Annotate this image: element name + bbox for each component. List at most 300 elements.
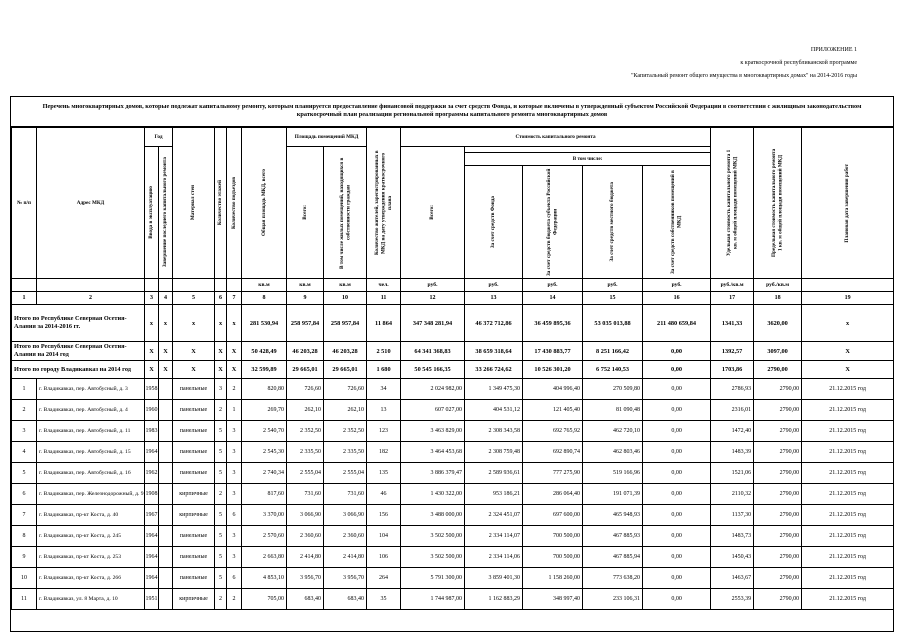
row-unit-cost: 1472,40 — [711, 421, 754, 442]
row-year: 1964 — [145, 568, 159, 589]
column-number-cell: 17 — [711, 292, 754, 305]
row-limit-cost: 2790,00 — [754, 484, 802, 505]
row-floors: 2 — [215, 484, 227, 505]
total-cell: x — [173, 305, 215, 342]
column-number-cell: 10 — [324, 292, 367, 305]
total-value: 1703,86 — [711, 361, 754, 379]
row-wall: панельные — [173, 442, 215, 463]
row-cost: 3 502 500,00 — [401, 526, 465, 547]
unit-cell: кв.м — [324, 279, 367, 292]
unit-cell — [12, 279, 37, 292]
unit-cell — [173, 279, 215, 292]
total-value: 0,00 — [643, 361, 711, 379]
row-limit-cost: 2790,00 — [754, 547, 802, 568]
total-value: 29 665,01 — [287, 361, 324, 379]
row-area-private: 2 352,50 — [324, 421, 367, 442]
row-total-area: 269,70 — [242, 400, 287, 421]
column-number-cell: 14 — [523, 292, 583, 305]
row-year: 1983 — [145, 421, 159, 442]
row-total-area: 4 853,10 — [242, 568, 287, 589]
row-residents: 35 — [367, 589, 401, 610]
row-fund: 953 186,21 — [465, 484, 523, 505]
row-total-area: 2 740,34 — [242, 463, 287, 484]
column-number-cell: 18 — [754, 292, 802, 305]
row-owners: 0,00 — [643, 568, 711, 589]
row-repair-year — [159, 484, 173, 505]
row-subject: 700 500,00 — [523, 526, 583, 547]
document-sheet — [10, 96, 894, 632]
row-residents: 34 — [367, 379, 401, 400]
total-value: 258 957,84 — [324, 305, 367, 342]
total-cell: X — [145, 361, 159, 379]
total-value: 53 035 013,88 — [583, 305, 643, 342]
row-total-area: 817,60 — [242, 484, 287, 505]
row-limit-cost: 2790,00 — [754, 463, 802, 484]
table-row — [12, 442, 894, 463]
row-fund: 404 531,12 — [465, 400, 523, 421]
col-area-private-header: В том числе жилых помещений, находящихся в собственности граждан — [324, 147, 367, 279]
appendix-subtitle: к краткосрочной республиканской программе — [740, 60, 857, 66]
row-floors: 5 — [215, 442, 227, 463]
row-subject: 692 890,74 — [523, 442, 583, 463]
row-address: г. Владикавказ, пр-кт Коста, д. 40 — [37, 505, 145, 526]
table-row — [12, 421, 894, 442]
row-entrances: 3 — [227, 547, 242, 568]
row-owners: 0,00 — [643, 526, 711, 547]
row-cost: 3 886 379,47 — [401, 463, 465, 484]
total-value: 2 510 — [367, 342, 401, 361]
row-subject: 1 158 260,00 — [523, 568, 583, 589]
row-local: 519 166,96 — [583, 463, 643, 484]
total-row — [12, 305, 894, 342]
table-row — [12, 589, 894, 610]
total-value: 64 341 368,83 — [401, 342, 465, 361]
row-wall: панельные — [173, 421, 215, 442]
appendix-title: ПРИЛОЖЕНИЕ 1 — [810, 47, 857, 53]
total-cell: X — [145, 342, 159, 361]
document-title: Перечень многоквартирных домов, которые подлежат капитальному ремонту, которым планируется предоставление финансовой поддержки за счет средств Фонда, и которые включены в утвержденный субъектом Российской Федерации в соответствии с жилищным законодательством краткосрочный план реализации региональной программы капитального ремонта многоквартирных домов — [11, 97, 893, 127]
total-value: 258 957,84 — [287, 305, 324, 342]
row-subject: 692 765,92 — [523, 421, 583, 442]
column-number-cell: 8 — [242, 292, 287, 305]
column-number-cell: 16 — [643, 292, 711, 305]
row-area: 3 956,70 — [287, 568, 324, 589]
row-number: 1 — [12, 379, 37, 400]
total-value: 38 659 318,64 — [465, 342, 523, 361]
row-entrances: 6 — [227, 568, 242, 589]
column-number-cell: 13 — [465, 292, 523, 305]
col-fund-header: За счет средств Фонда — [465, 166, 523, 279]
row-subject: 697 600,00 — [523, 505, 583, 526]
row-total-area: 2 545,30 — [242, 442, 287, 463]
column-number-cell: 12 — [401, 292, 465, 305]
row-address: г. Владикавказ, пер. Автобусный, д. 3 — [37, 379, 145, 400]
row-local: 270 509,80 — [583, 379, 643, 400]
row-limit-cost: 2790,00 — [754, 505, 802, 526]
row-fund: 2 324 451,07 — [465, 505, 523, 526]
row-wall: панельные — [173, 526, 215, 547]
row-residents: 13 — [367, 400, 401, 421]
total-cell: x — [215, 305, 227, 342]
col-year-commission-header: Ввода в эксплуатацию — [145, 147, 159, 279]
row-plan-date: 21.12.2015 год — [802, 379, 894, 400]
col-owners-header: За счет средств собственников помещений в МКД — [643, 166, 711, 279]
units-row — [12, 279, 894, 292]
row-plan-date: 21.12.2015 год — [802, 463, 894, 484]
row-entrances: 3 — [227, 526, 242, 547]
row-floors: 5 — [215, 526, 227, 547]
total-cell: X — [159, 361, 173, 379]
row-area: 2 352,50 — [287, 421, 324, 442]
unit-cell — [37, 279, 145, 292]
row-local: 462 720,10 — [583, 421, 643, 442]
row-area: 3 066,90 — [287, 505, 324, 526]
unit-cell — [802, 279, 894, 292]
row-plan-date: 21.12.2015 год — [802, 547, 894, 568]
row-year: 1964 — [145, 526, 159, 547]
unit-cell: кв.м — [242, 279, 287, 292]
row-area: 731,60 — [287, 484, 324, 505]
col-entrances-header: Количество подъездов — [227, 128, 242, 279]
row-wall: кирпичные — [173, 505, 215, 526]
col-area-group-header: Площадь помещений МКД — [287, 128, 367, 147]
row-address: г. Владикавказ, пер. Автобусный, д. 16 — [37, 463, 145, 484]
row-address: г. Владикавказ, пер. Автобусный, д. 15 — [37, 442, 145, 463]
row-area-private: 2 335,50 — [324, 442, 367, 463]
row-plan-date: 21.12.2015 год — [802, 589, 894, 610]
row-wall: панельные — [173, 400, 215, 421]
row-area-private: 726,60 — [324, 379, 367, 400]
row-plan-date: 21.12.2015 год — [802, 442, 894, 463]
appendix-program: "Капитальный ремонт общего имущества в многоквартирных домах" на 2014-2016 годы — [631, 73, 857, 79]
row-cost: 3 464 453,68 — [401, 442, 465, 463]
row-plan-date: 21.12.2015 год — [802, 421, 894, 442]
total-value: 10 526 301,20 — [523, 361, 583, 379]
total-value: 281 530,94 — [242, 305, 287, 342]
row-limit-cost: 2790,00 — [754, 400, 802, 421]
total-value: 3620,00 — [754, 305, 802, 342]
table-row — [12, 526, 894, 547]
row-area: 262,10 — [287, 400, 324, 421]
row-year: 1964 — [145, 442, 159, 463]
row-owners: 0,00 — [643, 589, 711, 610]
row-number: 3 — [12, 421, 37, 442]
row-number: 5 — [12, 463, 37, 484]
unit-cell — [227, 279, 242, 292]
total-value: 29 665,01 — [324, 361, 367, 379]
row-local: 467 885,93 — [583, 526, 643, 547]
column-number-cell: 4 — [159, 292, 173, 305]
column-number-cell: 19 — [802, 292, 894, 305]
total-value: 6 752 140,53 — [583, 361, 643, 379]
row-year: 1962 — [145, 463, 159, 484]
row-residents: 156 — [367, 505, 401, 526]
column-number-cell: 2 — [37, 292, 145, 305]
row-area-private: 3 956,70 — [324, 568, 367, 589]
row-entrances: 3 — [227, 421, 242, 442]
total-label: Итого по Республике Северная Осетия-Алания за 2014-2016 гг. — [12, 305, 145, 342]
col-subject-header: За счет средств бюджета субъекта Российской Федерации — [523, 166, 583, 279]
col-unit-cost-header: Удельная стоимость капитального ремонта 1 кв. м общей площади помещений МКД — [711, 128, 754, 279]
table-row — [12, 547, 894, 568]
row-residents: 104 — [367, 526, 401, 547]
row-entrances: 2 — [227, 589, 242, 610]
row-fund: 1 162 883,29 — [465, 589, 523, 610]
total-value: 36 459 895,36 — [523, 305, 583, 342]
row-floors: 5 — [215, 421, 227, 442]
total-row — [12, 342, 894, 361]
row-owners: 0,00 — [643, 547, 711, 568]
row-repair-year — [159, 547, 173, 568]
row-unit-cost: 1450,43 — [711, 547, 754, 568]
row-owners: 0,00 — [643, 421, 711, 442]
row-total-area: 3 370,00 — [242, 505, 287, 526]
total-cell: x — [227, 305, 242, 342]
row-subject: 700 500,00 — [523, 547, 583, 568]
row-owners: 0,00 — [643, 379, 711, 400]
row-address: г. Владикавказ, пер. Железнодорожный, д. 9 — [37, 484, 145, 505]
row-fund: 2 334 114,06 — [465, 547, 523, 568]
row-repair-year — [159, 379, 173, 400]
row-owners: 0,00 — [643, 505, 711, 526]
row-cost: 607 027,00 — [401, 400, 465, 421]
table-row — [12, 463, 894, 484]
row-number: 7 — [12, 505, 37, 526]
row-area-private: 2 414,80 — [324, 547, 367, 568]
column-number-cell: 3 — [145, 292, 159, 305]
row-entrances: 3 — [227, 484, 242, 505]
table-row — [12, 568, 894, 589]
row-address: г. Владикавказ, ул. 8 Марта, д. 10 — [37, 589, 145, 610]
unit-cell: кв.м — [287, 279, 324, 292]
unit-cell: руб./кв.м — [754, 279, 802, 292]
row-fund: 1 349 475,30 — [465, 379, 523, 400]
row-address: г. Владикавказ, пер. Автобусный, д. 4 — [37, 400, 145, 421]
total-value: 347 348 281,94 — [401, 305, 465, 342]
column-number-cell: 9 — [287, 292, 324, 305]
row-limit-cost: 2790,00 — [754, 421, 802, 442]
row-year: 1960 — [145, 400, 159, 421]
total-cell: X — [159, 342, 173, 361]
row-total-area: 2 663,80 — [242, 547, 287, 568]
row-area: 683,40 — [287, 589, 324, 610]
row-limit-cost: 2790,00 — [754, 589, 802, 610]
row-area-private: 731,60 — [324, 484, 367, 505]
row-wall: кирпичные — [173, 484, 215, 505]
row-number: 4 — [12, 442, 37, 463]
row-floors: 2 — [215, 589, 227, 610]
row-unit-cost: 2316,01 — [711, 400, 754, 421]
unit-cell: руб. — [643, 279, 711, 292]
col-limit-cost-header: Предельная стоимость капитального ремонта 1 кв. м общей площади помещений МКД — [754, 128, 802, 279]
col-incl-header: В том числе: — [465, 153, 711, 166]
row-address: г. Владикавказ, пр-кт Коста, д. 266 — [37, 568, 145, 589]
total-value: 46 203,28 — [324, 342, 367, 361]
row-address: г. Владикавказ, пр-кт Коста, д. 245 — [37, 526, 145, 547]
total-value: 46 372 712,86 — [465, 305, 523, 342]
row-owners: 0,00 — [643, 442, 711, 463]
row-repair-year — [159, 463, 173, 484]
total-cell: X — [227, 361, 242, 379]
row-number: 2 — [12, 400, 37, 421]
row-wall: панельные — [173, 379, 215, 400]
row-unit-cost: 1137,30 — [711, 505, 754, 526]
total-value: 211 480 659,84 — [643, 305, 711, 342]
total-cell: X — [227, 342, 242, 361]
row-area: 726,60 — [287, 379, 324, 400]
row-wall: панельные — [173, 463, 215, 484]
row-residents: 46 — [367, 484, 401, 505]
row-plan-date: 21.12.2015 год — [802, 568, 894, 589]
row-floors: 5 — [215, 547, 227, 568]
row-area-private: 683,40 — [324, 589, 367, 610]
row-fund: 2 308 759,48 — [465, 442, 523, 463]
col-num-header: № п/п — [12, 128, 37, 279]
column-number-cell: 1 — [12, 292, 37, 305]
row-plan-date: 21.12.2015 год — [802, 400, 894, 421]
col-cost-all-header: Всего: — [401, 147, 465, 279]
total-value: 33 266 724,62 — [465, 361, 523, 379]
total-cell: X — [215, 342, 227, 361]
column-numbers-row — [12, 292, 894, 305]
appendix-header — [577, 44, 857, 83]
unit-cell: руб. — [401, 279, 465, 292]
row-address: г. Владикавказ, пер. Автобусный, д. 11 — [37, 421, 145, 442]
row-subject: 286 064,40 — [523, 484, 583, 505]
total-value: 11 864 — [367, 305, 401, 342]
row-repair-year — [159, 400, 173, 421]
column-number-cell: 6 — [215, 292, 227, 305]
row-floors: 5 — [215, 568, 227, 589]
row-residents: 135 — [367, 463, 401, 484]
unit-cell: руб. — [523, 279, 583, 292]
row-entrances: 6 — [227, 505, 242, 526]
total-value: 2790,00 — [754, 361, 802, 379]
row-total-area: 820,80 — [242, 379, 287, 400]
row-total-area: 2 570,60 — [242, 526, 287, 547]
houses-table — [11, 127, 894, 610]
row-residents: 182 — [367, 442, 401, 463]
row-local: 81 090,48 — [583, 400, 643, 421]
row-unit-cost: 1463,67 — [711, 568, 754, 589]
row-plan-date: 21.12.2015 год — [802, 526, 894, 547]
total-cell: x — [145, 305, 159, 342]
row-total-area: 705,00 — [242, 589, 287, 610]
row-floors: 5 — [215, 463, 227, 484]
total-value: 1341,33 — [711, 305, 754, 342]
row-repair-year — [159, 421, 173, 442]
col-year-repair-header: Завершение последнего капитального ремонта — [159, 147, 173, 279]
total-value: 32 599,89 — [242, 361, 287, 379]
row-wall: панельные — [173, 547, 215, 568]
unit-cell — [159, 279, 173, 292]
row-wall: панельные — [173, 568, 215, 589]
row-owners: 0,00 — [643, 484, 711, 505]
row-repair-year — [159, 442, 173, 463]
row-residents: 123 — [367, 421, 401, 442]
unit-cell: чел. — [367, 279, 401, 292]
row-unit-cost: 2110,32 — [711, 484, 754, 505]
row-cost: 5 791 300,00 — [401, 568, 465, 589]
total-cell: x — [802, 305, 894, 342]
unit-cell — [215, 279, 227, 292]
total-label: Итого по городу Владикавказ на 2014 год — [12, 361, 145, 379]
row-area: 2 335,50 — [287, 442, 324, 463]
row-year: 1967 — [145, 505, 159, 526]
unit-cell: руб. — [465, 279, 523, 292]
row-fund: 2 334 114,07 — [465, 526, 523, 547]
row-number: 9 — [12, 547, 37, 568]
row-residents: 106 — [367, 547, 401, 568]
table-row — [12, 505, 894, 526]
col-wall-header: Материал стен — [173, 128, 215, 279]
row-unit-cost: 2553,39 — [711, 589, 754, 610]
row-local: 233 106,31 — [583, 589, 643, 610]
row-area-private: 2 360,60 — [324, 526, 367, 547]
row-area: 2 414,80 — [287, 547, 324, 568]
column-number-cell: 5 — [173, 292, 215, 305]
total-value: 3097,00 — [754, 342, 802, 361]
row-limit-cost: 2790,00 — [754, 442, 802, 463]
col-area-all-header: Всего: — [287, 147, 324, 279]
row-limit-cost: 2790,00 — [754, 568, 802, 589]
row-cost: 3 488 000,00 — [401, 505, 465, 526]
row-area: 2 555,04 — [287, 463, 324, 484]
row-year: 1908 — [145, 484, 159, 505]
row-entrances: 3 — [227, 442, 242, 463]
row-owners: 0,00 — [643, 463, 711, 484]
row-wall: кирпичные — [173, 589, 215, 610]
total-value: 8 251 166,42 — [583, 342, 643, 361]
row-area-private: 2 555,04 — [324, 463, 367, 484]
row-cost: 1 744 987,00 — [401, 589, 465, 610]
col-floors-header: Количество этажей — [215, 128, 227, 279]
table-row — [12, 379, 894, 400]
row-local: 465 948,93 — [583, 505, 643, 526]
unit-cell: руб./кв.м — [711, 279, 754, 292]
unit-cell — [145, 279, 159, 292]
column-number-cell: 11 — [367, 292, 401, 305]
row-year: 1951 — [145, 589, 159, 610]
total-value: 0,00 — [643, 342, 711, 361]
row-fund: 2 589 936,61 — [465, 463, 523, 484]
row-floors: 5 — [215, 505, 227, 526]
table-row — [12, 400, 894, 421]
total-cell: X — [802, 342, 894, 361]
row-local: 773 638,20 — [583, 568, 643, 589]
total-value: 50 545 166,35 — [401, 361, 465, 379]
total-value: 50 428,49 — [242, 342, 287, 361]
total-value: 1392,57 — [711, 342, 754, 361]
total-cell: X — [173, 361, 215, 379]
row-number: 11 — [12, 589, 37, 610]
total-cell: x — [159, 305, 173, 342]
row-entrances: 1 — [227, 400, 242, 421]
row-year: 1958 — [145, 379, 159, 400]
row-unit-cost: 2786,93 — [711, 379, 754, 400]
row-entrances: 3 — [227, 463, 242, 484]
row-plan-date: 21.12.2015 год — [802, 505, 894, 526]
column-number-cell: 15 — [583, 292, 643, 305]
table-row — [12, 484, 894, 505]
row-year: 1964 — [145, 547, 159, 568]
total-value: 46 203,28 — [287, 342, 324, 361]
col-total-area-header: Общая площадь МКД, всего — [242, 128, 287, 279]
row-cost: 3 502 500,00 — [401, 547, 465, 568]
row-number: 8 — [12, 526, 37, 547]
row-unit-cost: 1483,39 — [711, 442, 754, 463]
total-cell: X — [215, 361, 227, 379]
